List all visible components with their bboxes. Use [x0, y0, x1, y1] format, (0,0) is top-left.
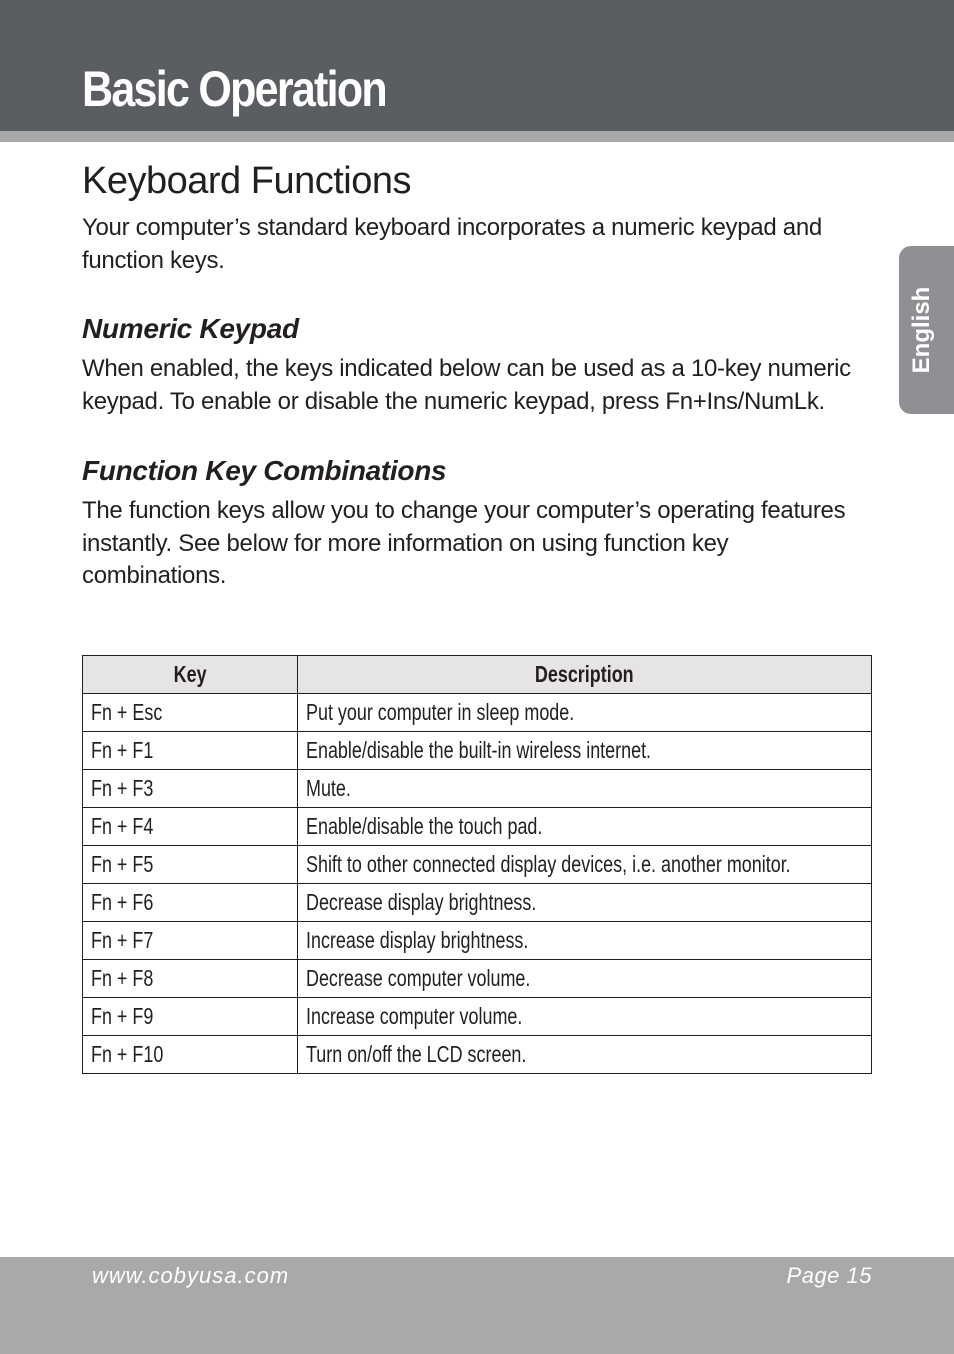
page-number: Page 15	[786, 1263, 872, 1288]
description-cell: Decrease computer volume.	[298, 960, 872, 998]
table-header-row	[83, 656, 872, 694]
description-column-header: Description	[298, 656, 872, 694]
table-row	[83, 1036, 872, 1074]
footer-url: www.cobyusa.com	[92, 1263, 290, 1288]
key-cell: Fn + F4	[83, 808, 298, 846]
table-row	[83, 884, 872, 922]
key-cell: Fn + F6	[83, 884, 298, 922]
table-row	[83, 694, 872, 732]
table-row	[83, 846, 872, 884]
key-cell: Fn + F3	[83, 770, 298, 808]
header-stripe	[0, 131, 954, 142]
description-cell: Turn on/off the LCD screen.	[298, 1036, 872, 1074]
numeric-keypad-section	[82, 311, 872, 418]
main-content	[82, 156, 872, 593]
table-row	[83, 770, 872, 808]
function-key-table	[82, 655, 872, 1074]
description-cell: Increase display brightness.	[298, 922, 872, 960]
function-key-section	[82, 453, 872, 593]
key-cell: Fn + F7	[83, 922, 298, 960]
description-cell: Put your computer in sleep mode.	[298, 694, 872, 732]
table-row	[83, 998, 872, 1036]
description-cell: Decrease display brightness.	[298, 884, 872, 922]
table-row	[83, 732, 872, 770]
function-key-paragraph: The function keys allow you to change your computer’s operating features instantly. See below for more information on using function key combinations.	[82, 497, 846, 589]
table-row	[83, 808, 872, 846]
key-cell: Fn + F5	[83, 846, 298, 884]
page-title: Basic Operation	[82, 61, 386, 117]
numeric-keypad-heading: Numeric Keypad	[82, 313, 299, 344]
description-cell: Increase computer volume.	[298, 998, 872, 1036]
section-title: Keyboard Functions	[82, 160, 411, 202]
description-cell: Mute.	[298, 770, 872, 808]
numeric-keypad-paragraph: When enabled, the keys indicated below can be used as a 10-key numeric keypad. To enable or disable the numeric keypad, press Fn+Ins/NumLk.	[82, 355, 851, 415]
language-tab-label: English	[908, 286, 935, 374]
key-column-header: Key	[83, 656, 298, 694]
key-cell: Fn + F9	[83, 998, 298, 1036]
table-row	[83, 922, 872, 960]
description-cell: Shift to other connected display devices, i.e. another monitor.	[298, 846, 872, 884]
key-cell: Fn + F10	[83, 1036, 298, 1074]
function-key-heading: Function Key Combinations	[82, 455, 447, 486]
description-cell: Enable/disable the touch pad.	[298, 808, 872, 846]
key-cell: Fn + Esc	[83, 694, 298, 732]
description-cell: Enable/disable the built-in wireless internet.	[298, 732, 872, 770]
intro-paragraph: Your computer’s standard keyboard incorporates a numeric keypad and function keys.	[82, 214, 822, 274]
key-cell: Fn + F8	[83, 960, 298, 998]
key-cell: Fn + F1	[83, 732, 298, 770]
table-row	[83, 960, 872, 998]
